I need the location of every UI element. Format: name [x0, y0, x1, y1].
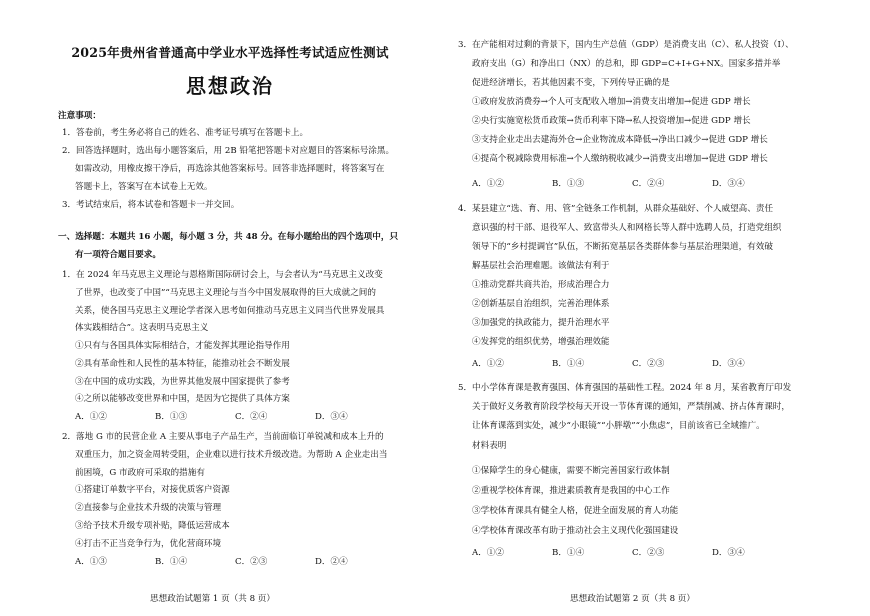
question-3-statement: ②央行实施宽松货币政策→货币利率下降→私人投资增加→促进 GDP 增长 — [472, 116, 751, 126]
option-b: B．①③ — [155, 412, 188, 422]
question-3-statement: ④提高个税减除费用标准→个人缴纳税收减少→消费支出增加→促进 GDP 增长 — [472, 154, 768, 164]
question-5-statement: ③学校体育课具有健全人格，促进全面发展的育人功能 — [472, 506, 679, 516]
option-c: C．②④ — [235, 412, 268, 422]
option-a: A．①② — [472, 179, 504, 189]
option-d: D．③④ — [712, 548, 745, 558]
option-a: A．①② — [75, 412, 107, 422]
question-1-statement: ④之所以能够改变世界和中国，是因为它提供了具体方案 — [75, 394, 290, 404]
question-4-statement: ②创新基层自治组织，完善治理体系 — [472, 299, 610, 309]
question-1-statement: ①只有与各国具体实际相结合，才能发挥其理论指导作用 — [75, 341, 290, 351]
option-b: B．①④ — [155, 557, 188, 567]
question-5-line: 材料表明 — [472, 441, 507, 451]
page-footer: 思想政治试题第 2 页（共 8 页） — [570, 594, 695, 604]
option-a: A．①② — [472, 359, 504, 369]
question-2-line: 前困境，G 市政府可采取的措施有 — [75, 468, 205, 478]
question-4-statement: ③加强党的执政能力，提升治理水平 — [472, 318, 610, 328]
exam-page-2 — [435, 0, 870, 616]
note-line: 1．答卷前，考生务必将自己的姓名、准考证号填写在答题卡上。 — [62, 128, 309, 138]
question-4-line: 意识强的村干部、退役军人、致富带头人和网格长等人群中选聘人员，打造党组织 — [472, 223, 782, 233]
option-c: C．②③ — [235, 557, 268, 567]
question-1-line: 了世界，也改变了中国”“马克思主义理论与当今中国发展取得的巨大成就之间的 — [75, 288, 376, 298]
section-heading: 有一项符合题目要求。 — [75, 250, 161, 260]
note-line: 如需改动，用橡皮擦干净后，再选涂其他答案标号。回答非选择题时，将答案写在 — [75, 164, 385, 174]
question-2-statement: ①搭建订单数字平台，对接优质客户资源 — [75, 485, 230, 495]
question-3-line: 促进经济增长，若其他因素不变，下列传导正确的是 — [472, 78, 670, 88]
question-5-statement: ②重视学校体育课，推进素质教育是我国的中心工作 — [472, 486, 670, 496]
question-5-line: 5．中小学体育课是教育强国、体育强国的基础性工程。2024 年 8 月，某省教育厅印发 — [458, 383, 792, 393]
option-a: A．①② — [472, 548, 504, 558]
question-2-line: 双重压力，加之资金周转受阻，企业难以进行技术升级改造。为帮助 A 企业走出当 — [75, 450, 388, 460]
question-5-line: 关于做好义务教育阶段学校每天开设一节体育课的通知，严禁削减、挤占体育课时， — [472, 402, 790, 412]
question-1-statement: ②具有革命性和人民性的基本特征，能推动社会不断发展 — [75, 359, 290, 369]
question-3-line: 3．在产能相对过剩的背景下，国内生产总值（GDP）是消费支出（C）、私人投资（I）、 — [458, 40, 794, 50]
page-footer: 思想政治试题第 1 页（共 8 页） — [150, 594, 275, 604]
question-2-statement: ②直接参与企业技术升级的决策与管理 — [75, 503, 222, 513]
option-b: B．①③ — [552, 179, 585, 189]
option-d: D．③④ — [712, 179, 745, 189]
question-2-statement: ③给予技术升级专项补贴，降低运营成本 — [75, 521, 230, 531]
option-c: C．②③ — [632, 548, 665, 558]
question-1-line: 关系，使各国马克思主义理论学者深入思考如何推动马克思主义同当代世界发展具 — [75, 306, 385, 316]
option-b: B．①④ — [552, 359, 585, 369]
question-4-line: 解基层社会治理难题。该做法有利于 — [472, 261, 610, 271]
question-4-statement: ④发挥党的组织优势，增强治理效能 — [472, 337, 610, 347]
question-2-line: 2．落地 G 市的民营企业 A 主要从事电子产品生产，当前面临订单锐减和成本上升的 — [62, 432, 384, 442]
option-d: D．③④ — [712, 359, 745, 369]
question-3-statement: ③支持企业走出去建海外仓→企业物流成本降低→净出口减少→促进 GDP 增长 — [472, 135, 768, 145]
question-5-statement: ④学校体育课改革有助于推动社会主义现代化强国建设 — [472, 526, 679, 536]
option-a: A．①③ — [75, 557, 107, 567]
note-line: 3．考试结束后，将本试卷和答题卡一并交回。 — [62, 200, 240, 210]
option-b: B．①④ — [552, 548, 585, 558]
question-5-statement: ①保障学生的身心健康，需要不断完善国家行政体制 — [472, 466, 670, 476]
question-5-line: 让体育课落到实处，减少“小眼镜”“小胖墩”“小焦虑”，目前该省已全域推广。 — [472, 421, 765, 431]
question-1-line: 体实践相结合”。这表明马克思主义 — [75, 323, 209, 333]
question-3-statement: ①政府发放消费券→个人可支配收入增加→消费支出增加→促进 GDP 增长 — [472, 97, 751, 107]
note-line: 答题卡上，答案写在本试卷上无效。 — [75, 182, 213, 192]
option-d: D．②④ — [315, 557, 348, 567]
note-line: 2．回答选择题时，选出每小题答案后，用 2B 铅笔把答题卡对应题目的答案标号涂黑。 — [62, 146, 395, 156]
question-4-line: 领导下的“乡村提调官”队伍，不断拓宽基层各类群体参与基层治理渠道，有效破 — [472, 242, 773, 252]
question-4-line: 4．某县建立“选、育、用、管”全链条工作机制，从群众基础好、个人威望高、责任 — [458, 204, 774, 214]
question-3-line: 政府支出（G）和净出口（NX）的总和，即 GDP=C+I+G+NX。国家多措并举 — [472, 59, 781, 69]
option-c: C．②④ — [632, 179, 665, 189]
exam-title: 2025年贵州省普通高中学业水平选择性考试适应性测试 — [71, 45, 389, 60]
option-c: C．②③ — [632, 359, 665, 369]
section-heading: 一、选择题：本题共 16 小题，每小题 3 分，共 48 分。在每小题给出的四个选项中，只 — [58, 232, 399, 242]
subject-title: 思想政治 — [186, 74, 274, 98]
question-4-statement: ①推动党群共商共治，形成治理合力 — [472, 280, 610, 290]
notes-heading: 注意事项： — [58, 111, 101, 121]
question-2-statement: ④打击不正当竞争行为，优化营商环境 — [75, 539, 222, 549]
option-d: D．③④ — [315, 412, 348, 422]
question-1-line: 1．在 2024 年马克思主义理论与恩格斯国际研讨会上，与会者认为“马克思主义改变 — [62, 270, 383, 280]
question-1-statement: ③在中国的成功实践，为世界其他发展中国家提供了参考 — [75, 377, 290, 387]
